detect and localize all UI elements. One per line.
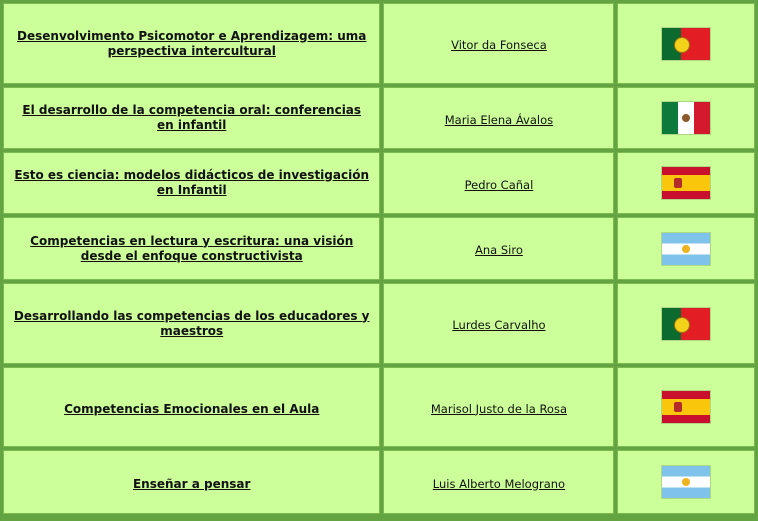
author-cell xyxy=(383,283,614,364)
table-row xyxy=(3,367,755,447)
argentina-flag-icon xyxy=(662,466,710,498)
portugal-flag-icon xyxy=(662,308,710,340)
book-title-link[interactable]: Enseñar a pensar xyxy=(132,476,251,491)
title-cell xyxy=(3,152,380,214)
title-cell xyxy=(3,283,380,364)
author-link[interactable]: Ana Siro xyxy=(475,243,523,257)
title-cell xyxy=(3,450,380,514)
flag-cell xyxy=(617,283,755,364)
author-link[interactable]: Pedro Cañal xyxy=(464,177,534,192)
author-link[interactable]: Marisol Justo de la Rosa xyxy=(430,401,567,416)
author-cell xyxy=(383,3,614,84)
author-cell xyxy=(383,217,614,280)
author-link[interactable]: Luis Alberto Melograno xyxy=(432,476,566,491)
flag-cell xyxy=(617,217,755,280)
table-row xyxy=(3,3,755,84)
mexico-flag-icon xyxy=(662,102,710,134)
author-cell xyxy=(383,87,614,149)
table-row xyxy=(3,217,755,280)
table-row xyxy=(3,87,755,149)
flag-cell xyxy=(617,3,755,84)
flag-cell xyxy=(617,152,755,214)
author-link[interactable]: Vitor da Fonseca xyxy=(451,38,547,52)
title-cell xyxy=(3,367,380,447)
author-cell xyxy=(383,450,614,514)
author-cell xyxy=(383,152,614,214)
table-row xyxy=(3,283,755,364)
title-cell xyxy=(3,3,380,84)
flag-cell xyxy=(617,367,755,447)
spain-flag-icon xyxy=(662,167,710,199)
argentina-flag-icon xyxy=(662,233,710,265)
book-title-link[interactable]: El desarrollo de la competencia oral: conferencias en infantil xyxy=(22,103,362,132)
author-link[interactable]: Lurdes Carvalho xyxy=(452,318,546,332)
title-cell xyxy=(3,217,380,280)
table-row xyxy=(3,152,755,214)
book-title-link[interactable]: Desenvolvimento Psicomotor e Aprendizagem: uma perspectiva intercultural xyxy=(17,28,367,58)
flag-cell xyxy=(617,87,755,149)
title-cell xyxy=(3,87,380,149)
author-cell xyxy=(383,367,614,447)
table-row xyxy=(3,450,755,514)
book-title-link[interactable]: Competencias en lectura y escritura: una visión desde el enfoque constructivista xyxy=(30,233,354,263)
portugal-flag-icon xyxy=(662,28,710,60)
book-title-link[interactable]: Competencias Emocionales en el Aula xyxy=(64,401,320,416)
book-title-link[interactable]: Desarrollando las competencias de los educadores y maestros xyxy=(13,308,370,338)
flag-cell xyxy=(617,450,755,514)
author-link[interactable]: Maria Elena Ávalos xyxy=(444,112,554,127)
book-title-link[interactable]: Esto es ciencia: modelos didácticos de investigación en Infantil xyxy=(14,168,369,197)
spain-flag-icon xyxy=(662,391,710,423)
